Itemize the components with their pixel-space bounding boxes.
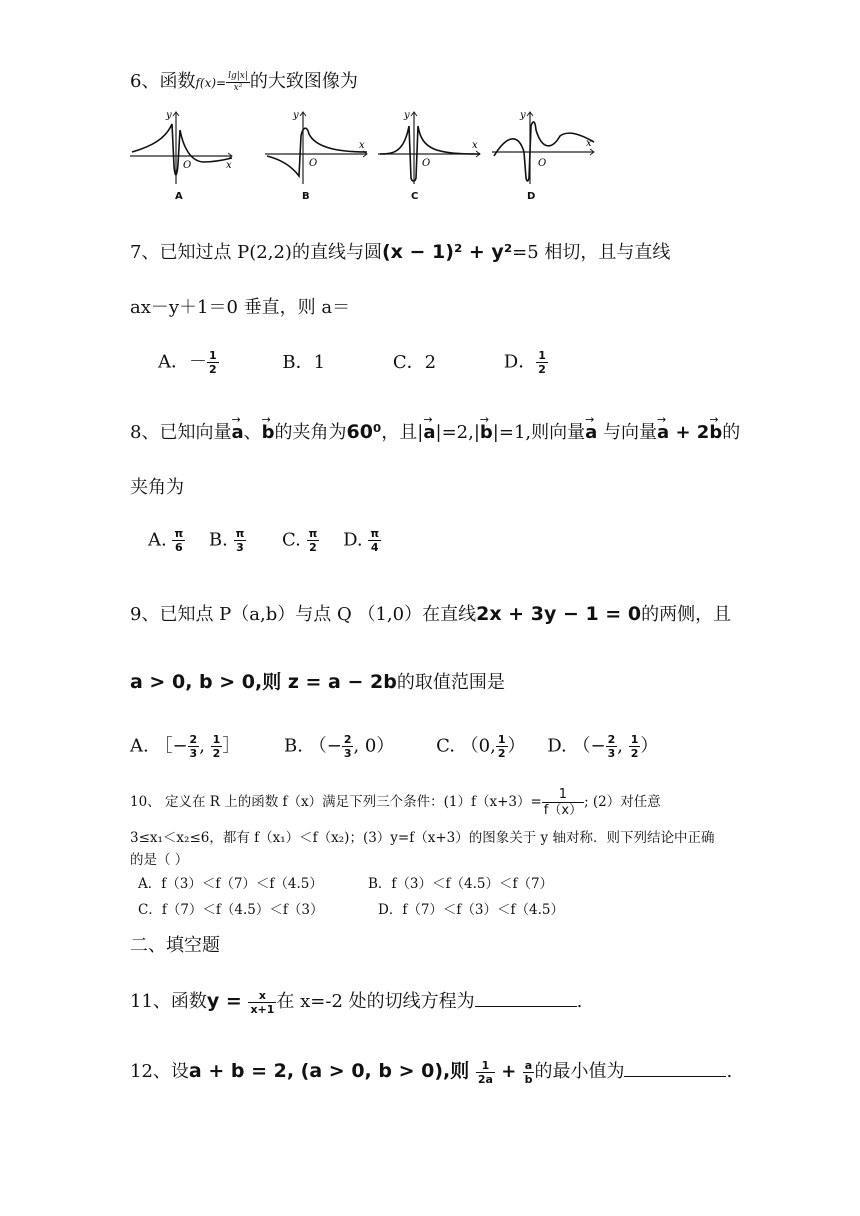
graph-d bbox=[490, 106, 600, 186]
q10-line1: 10、 定义在 R 上的函数 f（x）满足下列三个条件：(1）f（x+3）= $\frac{1}{f(x)}$ ; (2）对任意 bbox=[130, 787, 661, 818]
graph-b bbox=[263, 106, 373, 186]
q10-line2: 3≤x₁＜x₂≤6，都有 f（x₁）＜f（x₂)；(3）y=f（x+3）的图象关于 y 轴对称．则下列结论中正确 bbox=[130, 830, 715, 846]
svg-text:y: y bbox=[404, 110, 410, 121]
q7-line2: ax－y＋1＝0 垂直，则 a＝ bbox=[130, 297, 351, 318]
svg-text:O: O bbox=[309, 158, 318, 169]
q12-answer-blank[interactable] bbox=[624, 1058, 726, 1077]
section-fill-in-blank-heading: 二、填空题 bbox=[130, 935, 220, 956]
q8-option-c[interactable]: C. $\frac{\pi}{2}$ bbox=[282, 527, 318, 554]
q8-option-b[interactable]: B. $\frac{\pi}{3}$ bbox=[208, 527, 245, 554]
q7-option-a[interactable]: A．－ $\frac{1}{2}$ bbox=[158, 349, 217, 376]
graph-c bbox=[376, 106, 486, 186]
q6-stem: 6、函数f(x)= $\frac{\lg|x|}{\text{x²}}$ 的大致图像为 bbox=[130, 70, 358, 93]
svg-text:y: y bbox=[166, 110, 172, 121]
svg-text:O: O bbox=[183, 160, 192, 171]
q8-line2: 夹角为 bbox=[130, 477, 184, 498]
q7-options bbox=[130, 350, 548, 375]
q10-option-d[interactable]: D．f（7）＜f（3）＜f（4.5） bbox=[378, 902, 564, 918]
q10-option-a[interactable]: A．f（3）＜f（7）＜f（4.5） bbox=[138, 876, 323, 892]
q9-option-d[interactable]: D. （− $\frac{2}{3}$ , $\frac{1}{2}$ ） bbox=[547, 733, 659, 760]
q9-line2: a > 0, b > 0,则 z = a − 2b的取值范围是 bbox=[130, 671, 505, 693]
q7-option-b[interactable]: B．1 bbox=[282, 351, 326, 373]
q9-option-b[interactable]: B. （− $\frac{2}{3}$ , 0） bbox=[284, 733, 395, 760]
q8-options bbox=[130, 528, 381, 553]
svg-text:y: y bbox=[293, 110, 299, 121]
svg-text:x: x bbox=[472, 140, 478, 151]
graph-a bbox=[128, 106, 238, 186]
q11-line: 11、函数y = $\frac{x}{x+1}$ 在 x=-2 处的切线方程为 . bbox=[130, 988, 583, 1016]
svg-text:x: x bbox=[586, 138, 592, 149]
q7-line1: 7、已知过点 P(2,2)的直线与圆(x − 1)² + y²=5 相切，且与直线 bbox=[130, 241, 671, 263]
q10-line3: 的是（ ） bbox=[130, 852, 189, 868]
q7-option-d[interactable]: D． $\frac{1}{2}$ bbox=[503, 349, 546, 376]
graph-label-a: A bbox=[175, 191, 183, 202]
q8-line1: 8、已知向量→ a、→ b的夹角为60⁰，且|→ a|=2,|→ b|=1,则向量→ a 与向量→ a + 2→ b的 bbox=[130, 420, 740, 445]
svg-text:O: O bbox=[422, 158, 431, 169]
q9-options bbox=[130, 734, 658, 759]
svg-text:y: y bbox=[520, 110, 526, 121]
svg-text:O: O bbox=[538, 158, 547, 169]
q10-option-c[interactable]: C．f（7）＜f（4.5）＜f（3） bbox=[138, 902, 324, 918]
q12-line: 12、设a + b = 2, (a > 0, b > 0),则 $\frac{1}{2a}$ + $\frac{a}{b}$ 的最小值为 . bbox=[130, 1058, 733, 1086]
q8-option-d[interactable]: D. $\frac{\pi}{4}$ bbox=[343, 527, 380, 554]
q9-option-c[interactable]: C. （0, $\frac{1}{2}$ ） bbox=[436, 733, 526, 760]
q10-option-b[interactable]: B．f（3）＜f（4.5）＜f（7） bbox=[368, 876, 554, 892]
q6-fraction: $\frac{\lg|x|}{\text{x²}}$ bbox=[228, 70, 248, 93]
graph-label-c: C bbox=[411, 191, 419, 202]
q9-option-a[interactable]: A. ［− $\frac{2}{3}$ , $\frac{1}{2}$ ］ bbox=[130, 733, 241, 760]
graph-label-d: D bbox=[527, 191, 536, 202]
q7-option-c[interactable]: C．2 bbox=[392, 351, 437, 373]
q8-option-a[interactable]: A. $\frac{\pi}{6}$ bbox=[148, 527, 184, 554]
svg-text:x: x bbox=[226, 160, 232, 171]
q9-line1: 9、已知点 P（a,b）与点 Q （1,0）在直线2x + 3y − 1 = 0的两侧，且 bbox=[130, 603, 732, 625]
graph-label-b: B bbox=[302, 191, 310, 202]
svg-text:x: x bbox=[359, 140, 365, 151]
q11-answer-blank[interactable] bbox=[475, 988, 577, 1007]
